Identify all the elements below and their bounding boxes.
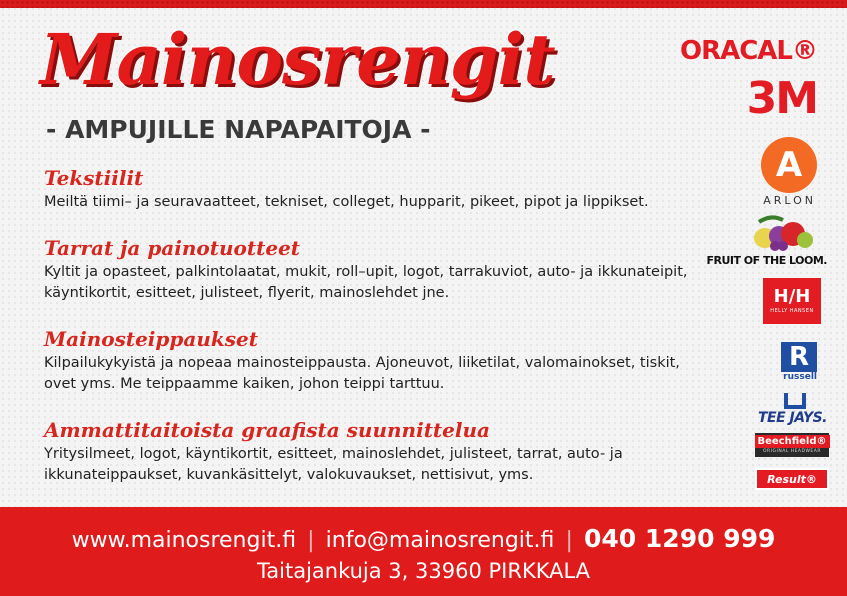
hh-mark: H/H <box>773 286 811 307</box>
section-body: Kilpailukykyistä ja nopeaa mainosteippausta. Ajoneuvot, liiketilat, valomainokset, tiskit, ovet yms. Me teippaamme kaiken, johon teippi tarttuu. <box>44 355 680 392</box>
section-body: Kyltit ja opasteet, palkintolaatat, mukit, roll–upit, logot, tarrakuviot, auto- ja ikkunateipit, käyntikortit, esitteet, julisteet, flyerit, mainoslehdet jne. <box>44 264 688 301</box>
hh-subtext: HELLY HANSEN <box>770 308 814 314</box>
result-logo: Result® <box>755 468 829 490</box>
beechfield-logo <box>755 433 829 457</box>
beechfield-name: Beechfield® <box>755 435 830 448</box>
section-tekstiilit <box>44 166 714 213</box>
3m-logo: 3M <box>746 73 817 124</box>
footer-separator: | <box>307 528 315 553</box>
section-tarrat <box>44 236 714 304</box>
phone-number[interactable]: 040 1290 999 <box>584 524 776 553</box>
arlon-icon: A <box>761 137 817 193</box>
section-title: Mainosteippaukset <box>44 327 258 351</box>
arlon-logo-text: ARLON <box>763 194 816 207</box>
section-title: Tarrat ja painotuotteet <box>44 236 301 260</box>
section-mainosteippaukset <box>44 327 714 395</box>
footer-separator: | <box>565 528 573 553</box>
russell-icon: R <box>781 342 817 372</box>
email-link[interactable]: info@mainosrengit.fi <box>325 528 555 553</box>
section-body: Meiltä tiimi– ja seuravaatteet, tekniset, colleget, hupparit, pikeet, pipot ja lippikset. <box>44 194 649 210</box>
fruit-of-the-loom-logo: FRUIT OF THE LOOM. <box>706 254 827 267</box>
website-link[interactable]: www.mainosrengit.fi <box>71 528 297 553</box>
fruit-cluster-icon <box>749 214 819 254</box>
footer-contact-line <box>0 524 847 553</box>
section-title: Tekstiilit <box>44 166 144 190</box>
section-body: Yritysilmeet, logot, käyntikortit, esitteet, mainoslehdet, julisteet, tarrat, auto- ja ikkunateippaukset, kuvankäsittelyt, valokuvaukset, nettisivut, yms. <box>44 446 623 483</box>
partner-logos <box>667 0 847 500</box>
brand-logo-text: Mainosrengit <box>40 18 555 101</box>
tagline: - AMPUJILLE NAPAPAITOJA - <box>46 115 431 144</box>
tee-jays-icon <box>784 393 806 409</box>
oracal-logo: ORACAL® <box>679 36 817 66</box>
section-title: Ammattitaitoista graafista suunnittelua <box>44 418 490 442</box>
russell-logo-text: russell <box>783 372 817 382</box>
section-graafinen-suunnittelu <box>44 418 714 486</box>
footer-contact-bar <box>0 507 847 596</box>
footer-address: Taitajankuja 3, 33960 PIRKKALA <box>256 559 591 583</box>
tee-jays-logo: TEE JAYS. <box>757 410 827 426</box>
beechfield-subtext: ORIGINAL HEADWEAR <box>763 448 821 454</box>
helly-hansen-logo <box>763 278 821 324</box>
